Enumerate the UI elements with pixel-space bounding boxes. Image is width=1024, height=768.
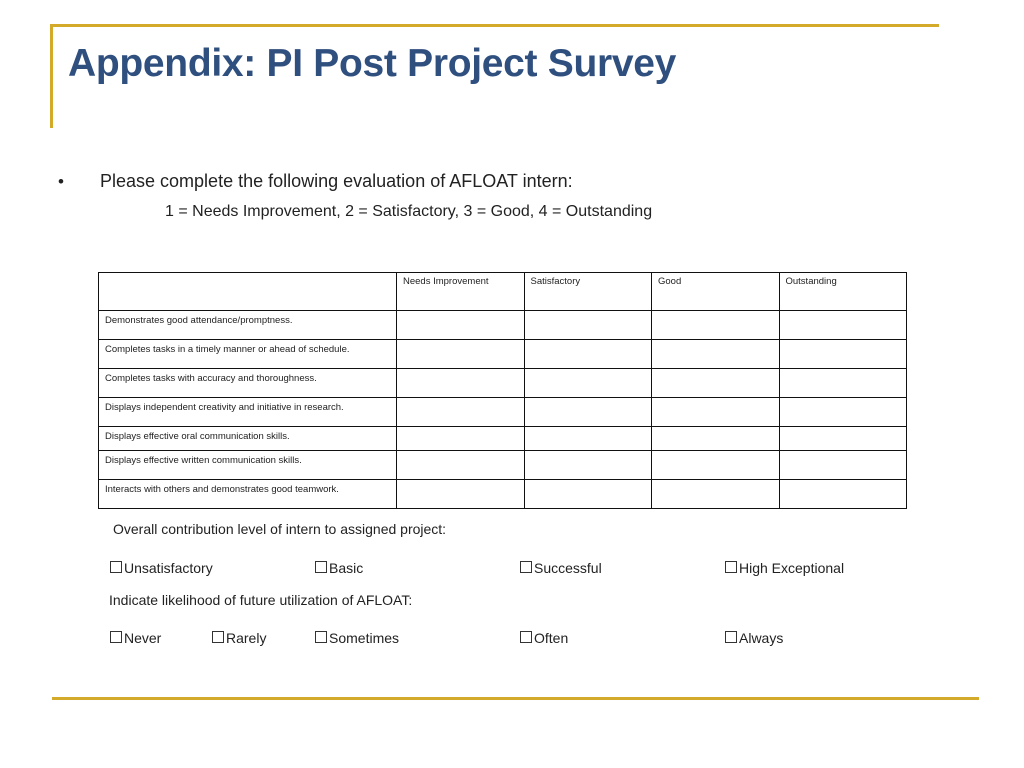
rating-cell-needs-improvement[interactable]: [397, 369, 525, 398]
option-label: High Exceptional: [739, 560, 845, 576]
header-cell-blank: [99, 273, 397, 311]
rating-cell-good[interactable]: [652, 369, 780, 398]
option-never[interactable]: [110, 630, 161, 646]
option-high-exceptional[interactable]: [725, 560, 844, 576]
option-rarely[interactable]: [212, 630, 266, 646]
checkbox-icon[interactable]: [110, 561, 122, 573]
table-row: [99, 369, 907, 398]
table-row: [99, 398, 907, 427]
rating-cell-needs-improvement[interactable]: [397, 427, 525, 451]
checkbox-icon[interactable]: [725, 631, 737, 643]
option-always[interactable]: [725, 630, 783, 646]
header-needs-improvement: Needs Improvement: [397, 273, 525, 311]
slide-title: Appendix: PI Post Project Survey: [68, 42, 677, 85]
table-row: [99, 480, 907, 509]
checkbox-icon[interactable]: [212, 631, 224, 643]
table-header-row: [99, 273, 907, 311]
rating-cell-satisfactory[interactable]: [524, 340, 652, 369]
table-row: [99, 451, 907, 480]
checkbox-icon[interactable]: [520, 561, 532, 573]
rating-cell-outstanding[interactable]: [779, 369, 907, 398]
criterion-label: Completes tasks with accuracy and thoroughness.: [99, 369, 397, 398]
option-label: Unsatisfactory: [124, 560, 213, 576]
bullet-marker: •: [58, 172, 64, 191]
option-label: Always: [739, 630, 784, 646]
utilization-question: Indicate likelihood of future utilization of AFLOAT:: [109, 592, 413, 608]
rating-cell-satisfactory[interactable]: [524, 480, 652, 509]
checkbox-icon[interactable]: [110, 631, 122, 643]
checkbox-icon[interactable]: [725, 561, 737, 573]
criterion-label: Displays effective written communication skills.: [99, 451, 397, 480]
checkbox-icon[interactable]: [315, 631, 327, 643]
criterion-label: Displays effective oral communication skills.: [99, 427, 397, 451]
rating-cell-satisfactory[interactable]: [524, 427, 652, 451]
option-successful[interactable]: [520, 560, 602, 576]
option-label: Basic: [329, 560, 364, 576]
rating-cell-satisfactory[interactable]: [524, 311, 652, 340]
rating-cell-good[interactable]: [652, 398, 780, 427]
criterion-label: Displays independent creativity and initiative in research.: [99, 398, 397, 427]
rating-cell-outstanding[interactable]: [779, 480, 907, 509]
option-label: Never: [124, 630, 162, 646]
title-frame-top: [51, 24, 939, 27]
rating-cell-good[interactable]: [652, 480, 780, 509]
criterion-label: Demonstrates good attendance/promptness.: [99, 311, 397, 340]
checkbox-icon[interactable]: [520, 631, 532, 643]
rating-cell-good[interactable]: [652, 451, 780, 480]
rating-cell-needs-improvement[interactable]: [397, 311, 525, 340]
header-good: Good: [652, 273, 780, 311]
rating-cell-needs-improvement[interactable]: [397, 480, 525, 509]
rating-scale-text: 1 = Needs Improvement, 2 = Satisfactory, 3 = Good, 4 = Outstanding: [165, 203, 653, 220]
rating-cell-outstanding[interactable]: [779, 340, 907, 369]
option-label: Sometimes: [329, 630, 400, 646]
option-often[interactable]: [520, 630, 568, 646]
rating-cell-satisfactory[interactable]: [524, 451, 652, 480]
rating-cell-satisfactory[interactable]: [524, 398, 652, 427]
title-frame-left: [50, 24, 53, 128]
table-row: [99, 311, 907, 340]
rating-cell-good[interactable]: [652, 340, 780, 369]
option-label: Successful: [534, 560, 602, 576]
rating-cell-good[interactable]: [652, 311, 780, 340]
table-row: [99, 427, 907, 451]
option-unsatisfactory[interactable]: [110, 560, 213, 576]
header-outstanding: Outstanding: [779, 273, 907, 311]
rating-cell-outstanding[interactable]: [779, 427, 907, 451]
rating-cell-needs-improvement[interactable]: [397, 398, 525, 427]
contribution-question: Overall contribution level of intern to assigned project:: [113, 521, 447, 537]
option-label: Often: [534, 630, 569, 646]
criterion-label: Completes tasks in a timely manner or ahead of schedule.: [99, 340, 397, 369]
rating-cell-needs-improvement[interactable]: [397, 340, 525, 369]
option-label: Rarely: [226, 630, 267, 646]
intro-text: Please complete the following evaluation of AFLOAT intern:: [100, 171, 573, 191]
rating-cell-outstanding[interactable]: [779, 451, 907, 480]
header-satisfactory: Satisfactory: [524, 273, 652, 311]
checkbox-icon[interactable]: [315, 561, 327, 573]
option-basic[interactable]: [315, 560, 363, 576]
footer-rule: [52, 697, 979, 700]
rating-cell-outstanding[interactable]: [779, 398, 907, 427]
rating-cell-needs-improvement[interactable]: [397, 451, 525, 480]
rating-cell-satisfactory[interactable]: [524, 369, 652, 398]
option-sometimes[interactable]: [315, 630, 399, 646]
table-row: [99, 340, 907, 369]
evaluation-table: [98, 272, 907, 509]
criterion-label: Interacts with others and demonstrates good teamwork.: [99, 480, 397, 509]
rating-cell-good[interactable]: [652, 427, 780, 451]
rating-cell-outstanding[interactable]: [779, 311, 907, 340]
